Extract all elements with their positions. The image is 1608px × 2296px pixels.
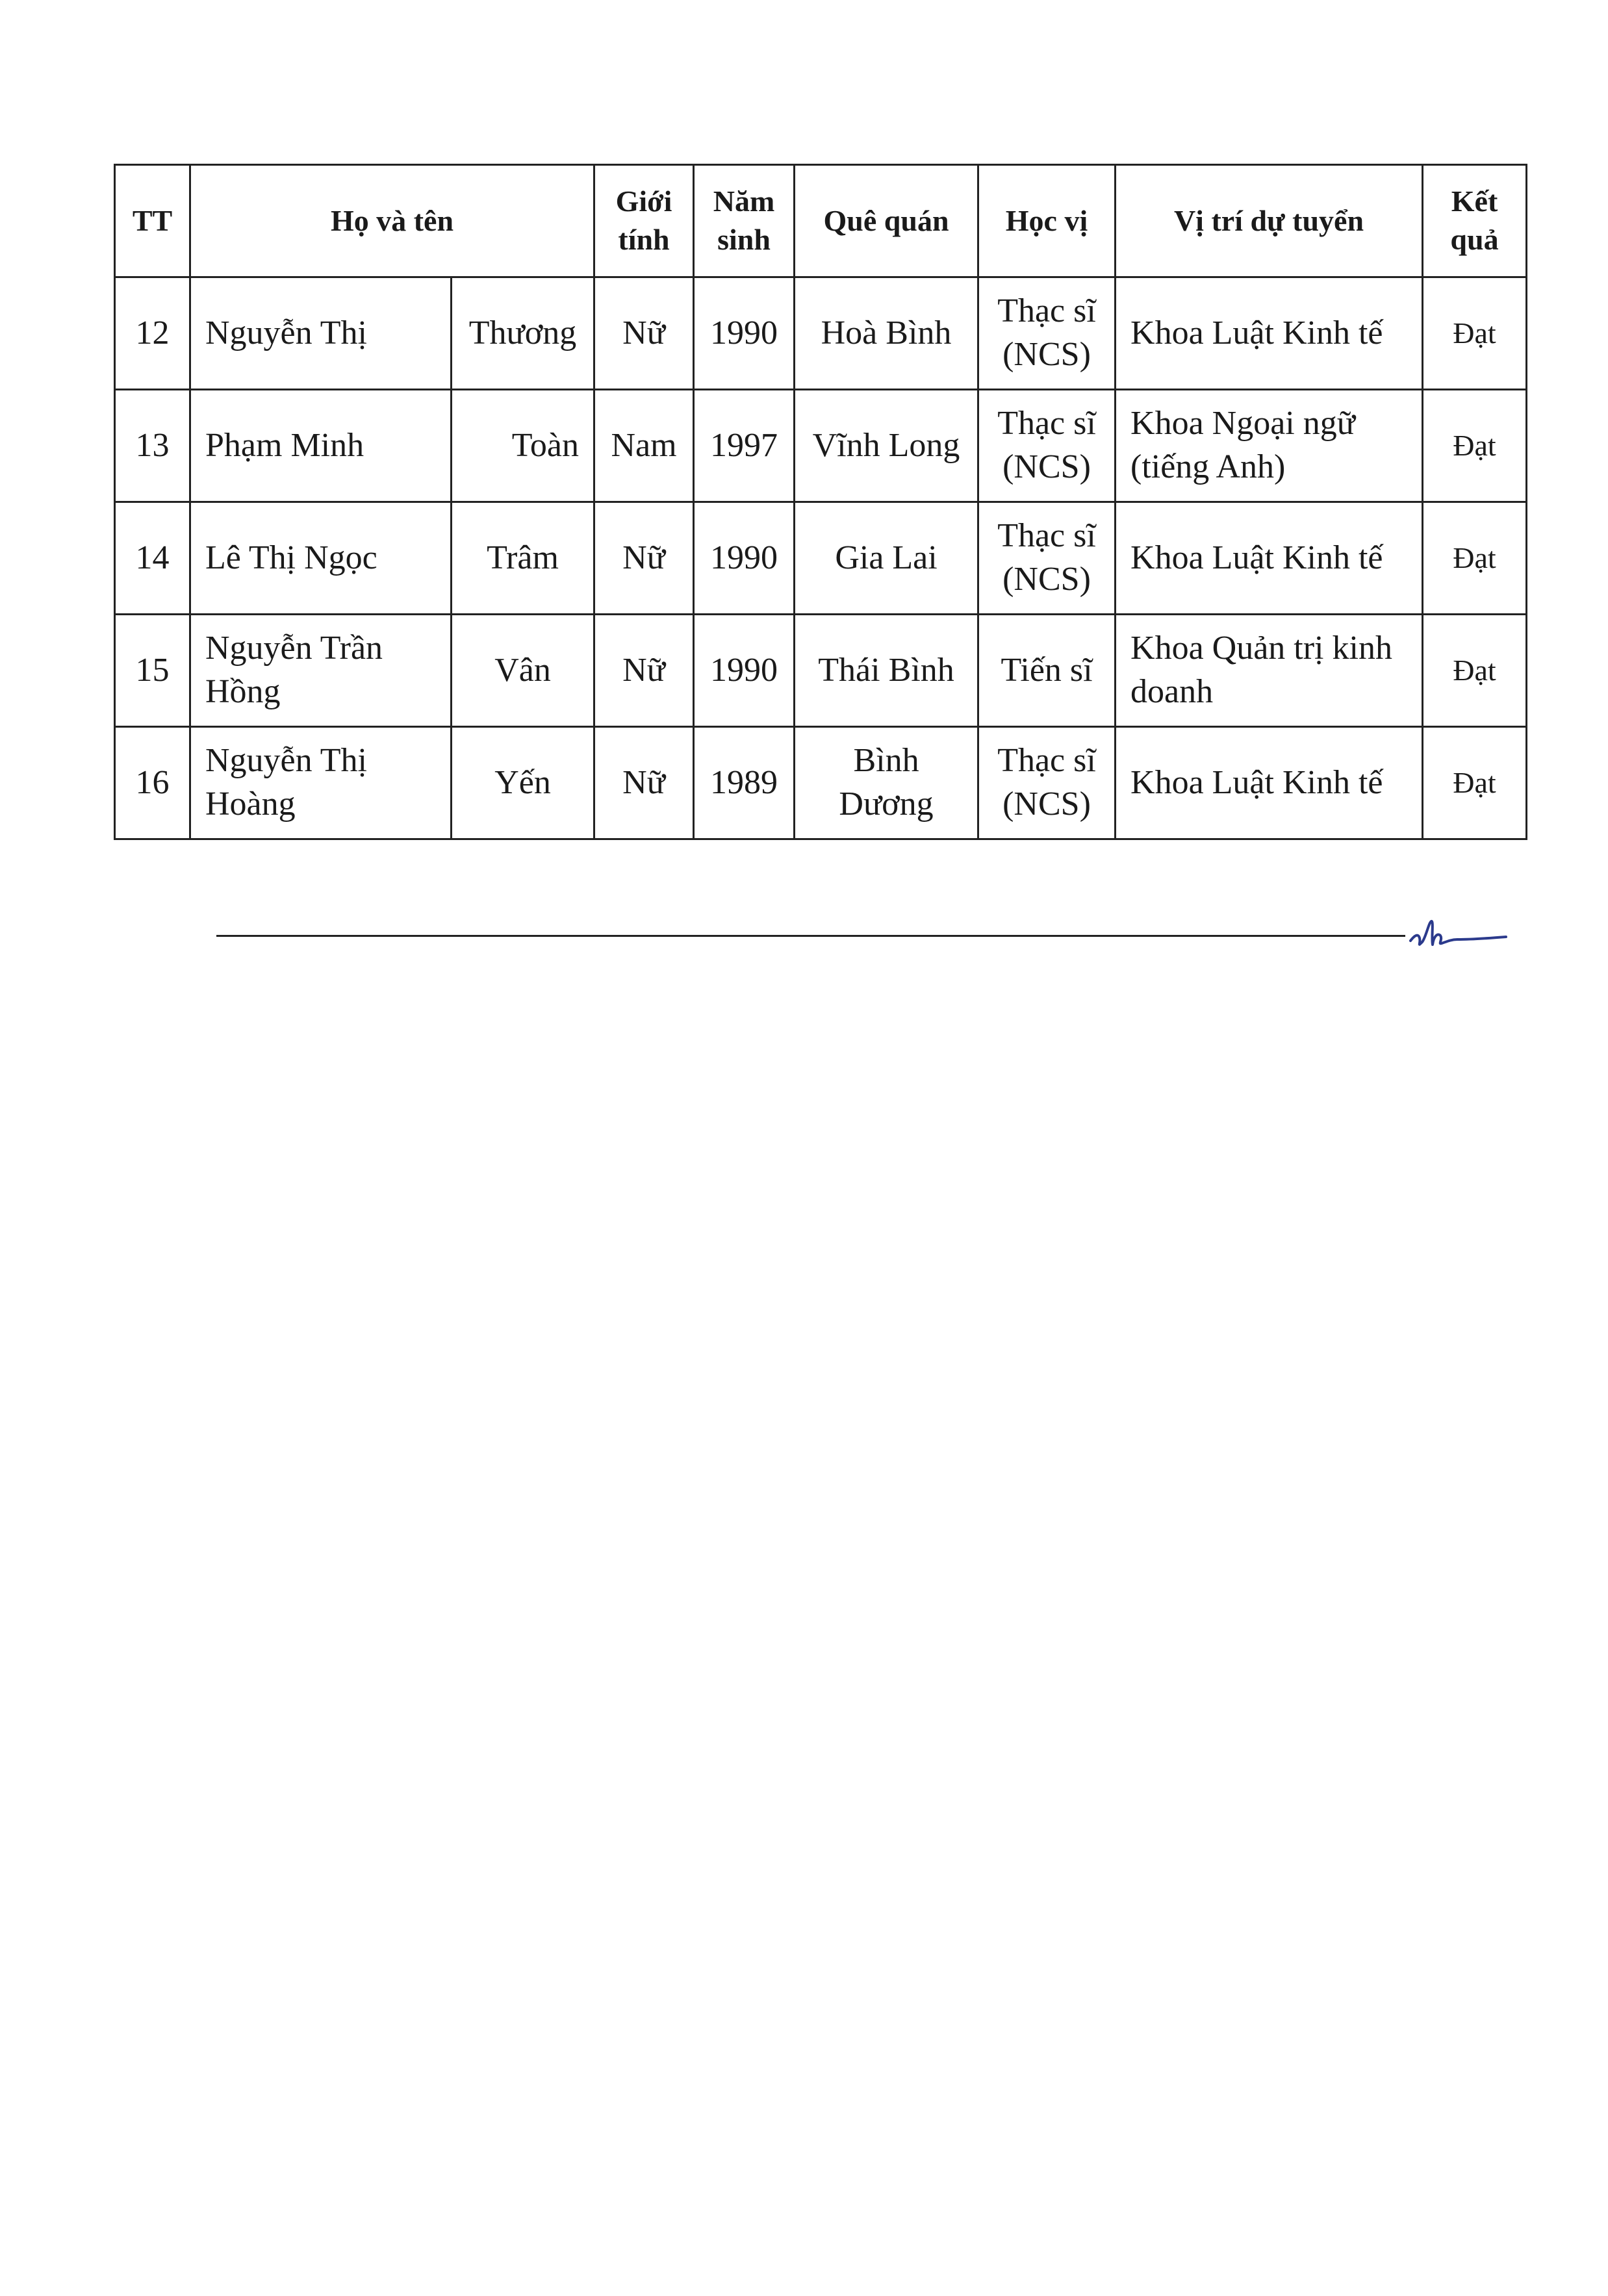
- hometown-line1: Vĩnh Long: [812, 426, 960, 464]
- cell-tt: 15: [115, 615, 190, 727]
- header-tt: TT: [115, 165, 190, 277]
- header-result-line1: Kết: [1451, 185, 1498, 218]
- cell-tt: 14: [115, 502, 190, 615]
- cell-position: [1116, 277, 1423, 390]
- cell-gender: Nam: [594, 390, 694, 502]
- header-year: [694, 165, 795, 277]
- candidate-results-table: [114, 164, 1527, 840]
- end-of-document-rule: [216, 935, 1405, 937]
- header-name: Họ và tên: [190, 165, 594, 277]
- table-row: [115, 615, 1527, 727]
- table-row: [115, 390, 1527, 502]
- cell-surname: Nguyễn Thị: [190, 277, 452, 390]
- signature-icon: [1405, 910, 1509, 955]
- hometown-line1: Bình: [853, 742, 919, 780]
- cell-year: 1990: [694, 615, 795, 727]
- table-row: [115, 277, 1527, 390]
- position-line2: (tiếng Anh): [1130, 448, 1286, 485]
- cell-degree: [978, 502, 1116, 615]
- cell-position: [1116, 615, 1423, 727]
- cell-hometown: [795, 390, 978, 502]
- position-line2: doanh: [1130, 673, 1214, 710]
- degree-line1: Thạc sĩ: [997, 405, 1096, 442]
- cell-given-name: Toàn: [452, 390, 594, 502]
- degree-line2: (NCS): [1002, 561, 1091, 598]
- cell-year: 1997: [694, 390, 795, 502]
- cell-given-name: Trâm: [452, 502, 594, 615]
- cell-hometown: [795, 615, 978, 727]
- degree-line1: Thạc sĩ: [997, 742, 1096, 780]
- cell-surname: Phạm Minh: [190, 390, 452, 502]
- cell-gender: Nữ: [594, 277, 694, 390]
- degree-line1: Thạc sĩ: [997, 517, 1096, 555]
- cell-result: Đạt: [1423, 727, 1527, 839]
- header-year-line1: Năm: [713, 185, 775, 218]
- cell-position: [1116, 727, 1423, 839]
- cell-hometown: [795, 502, 978, 615]
- header-position: Vị trí dự tuyển: [1116, 165, 1423, 277]
- position-line1: Khoa Quản trị kinh: [1130, 630, 1392, 667]
- cell-degree: [978, 727, 1116, 839]
- header-degree: Học vị: [978, 165, 1116, 277]
- hometown-line1: Hoà Bình: [821, 314, 952, 351]
- header-hometown: Quê quán: [795, 165, 978, 277]
- cell-given-name: Vân: [452, 615, 594, 727]
- cell-gender: Nữ: [594, 727, 694, 839]
- header-result: [1423, 165, 1527, 277]
- table-row: [115, 502, 1527, 615]
- table-header-row: [115, 165, 1527, 277]
- table-row: [115, 727, 1527, 839]
- cell-surname: Nguyễn Trần Hồng: [190, 615, 452, 727]
- header-result-line2: quả: [1450, 223, 1499, 256]
- cell-hometown: [795, 727, 978, 839]
- cell-result: Đạt: [1423, 277, 1527, 390]
- cell-year: 1989: [694, 727, 795, 839]
- cell-result: Đạt: [1423, 502, 1527, 615]
- cell-year: 1990: [694, 502, 795, 615]
- header-gender-line1: Giới: [615, 185, 672, 218]
- cell-degree: [978, 390, 1116, 502]
- cell-gender: Nữ: [594, 502, 694, 615]
- cell-position: [1116, 502, 1423, 615]
- cell-surname: Lê Thị Ngọc: [190, 502, 452, 615]
- degree-line2: (NCS): [1002, 448, 1091, 485]
- degree-line2: (NCS): [1002, 336, 1091, 373]
- header-year-line2: sinh: [717, 223, 771, 256]
- cell-result: Đạt: [1423, 615, 1527, 727]
- position-line1: Khoa Luật Kinh tế: [1130, 539, 1383, 576]
- position-line1: Khoa Luật Kinh tế: [1130, 763, 1383, 801]
- header-gender-line2: tính: [618, 223, 670, 256]
- cell-given-name: Yến: [452, 727, 594, 839]
- cell-hometown: [795, 277, 978, 390]
- hometown-line2: Dương: [839, 785, 934, 823]
- degree-line1: Thạc sĩ: [997, 292, 1096, 330]
- cell-tt: 12: [115, 277, 190, 390]
- cell-gender: Nữ: [594, 615, 694, 727]
- cell-tt: 13: [115, 390, 190, 502]
- hometown-line1: Thái Bình: [818, 651, 954, 689]
- cell-degree: [978, 277, 1116, 390]
- degree-line1: Tiến sĩ: [1001, 651, 1093, 689]
- position-line1: Khoa Ngoại ngữ: [1130, 405, 1355, 442]
- degree-line2: (NCS): [1002, 785, 1091, 823]
- hometown-line1: Gia Lai: [835, 539, 938, 576]
- header-gender: [594, 165, 694, 277]
- cell-result: Đạt: [1423, 390, 1527, 502]
- cell-degree: [978, 615, 1116, 727]
- cell-tt: 16: [115, 727, 190, 839]
- cell-surname: Nguyễn Thị Hoàng: [190, 727, 452, 839]
- cell-given-name: Thương: [452, 277, 594, 390]
- cell-position: [1116, 390, 1423, 502]
- position-line1: Khoa Luật Kinh tế: [1130, 314, 1383, 351]
- cell-year: 1990: [694, 277, 795, 390]
